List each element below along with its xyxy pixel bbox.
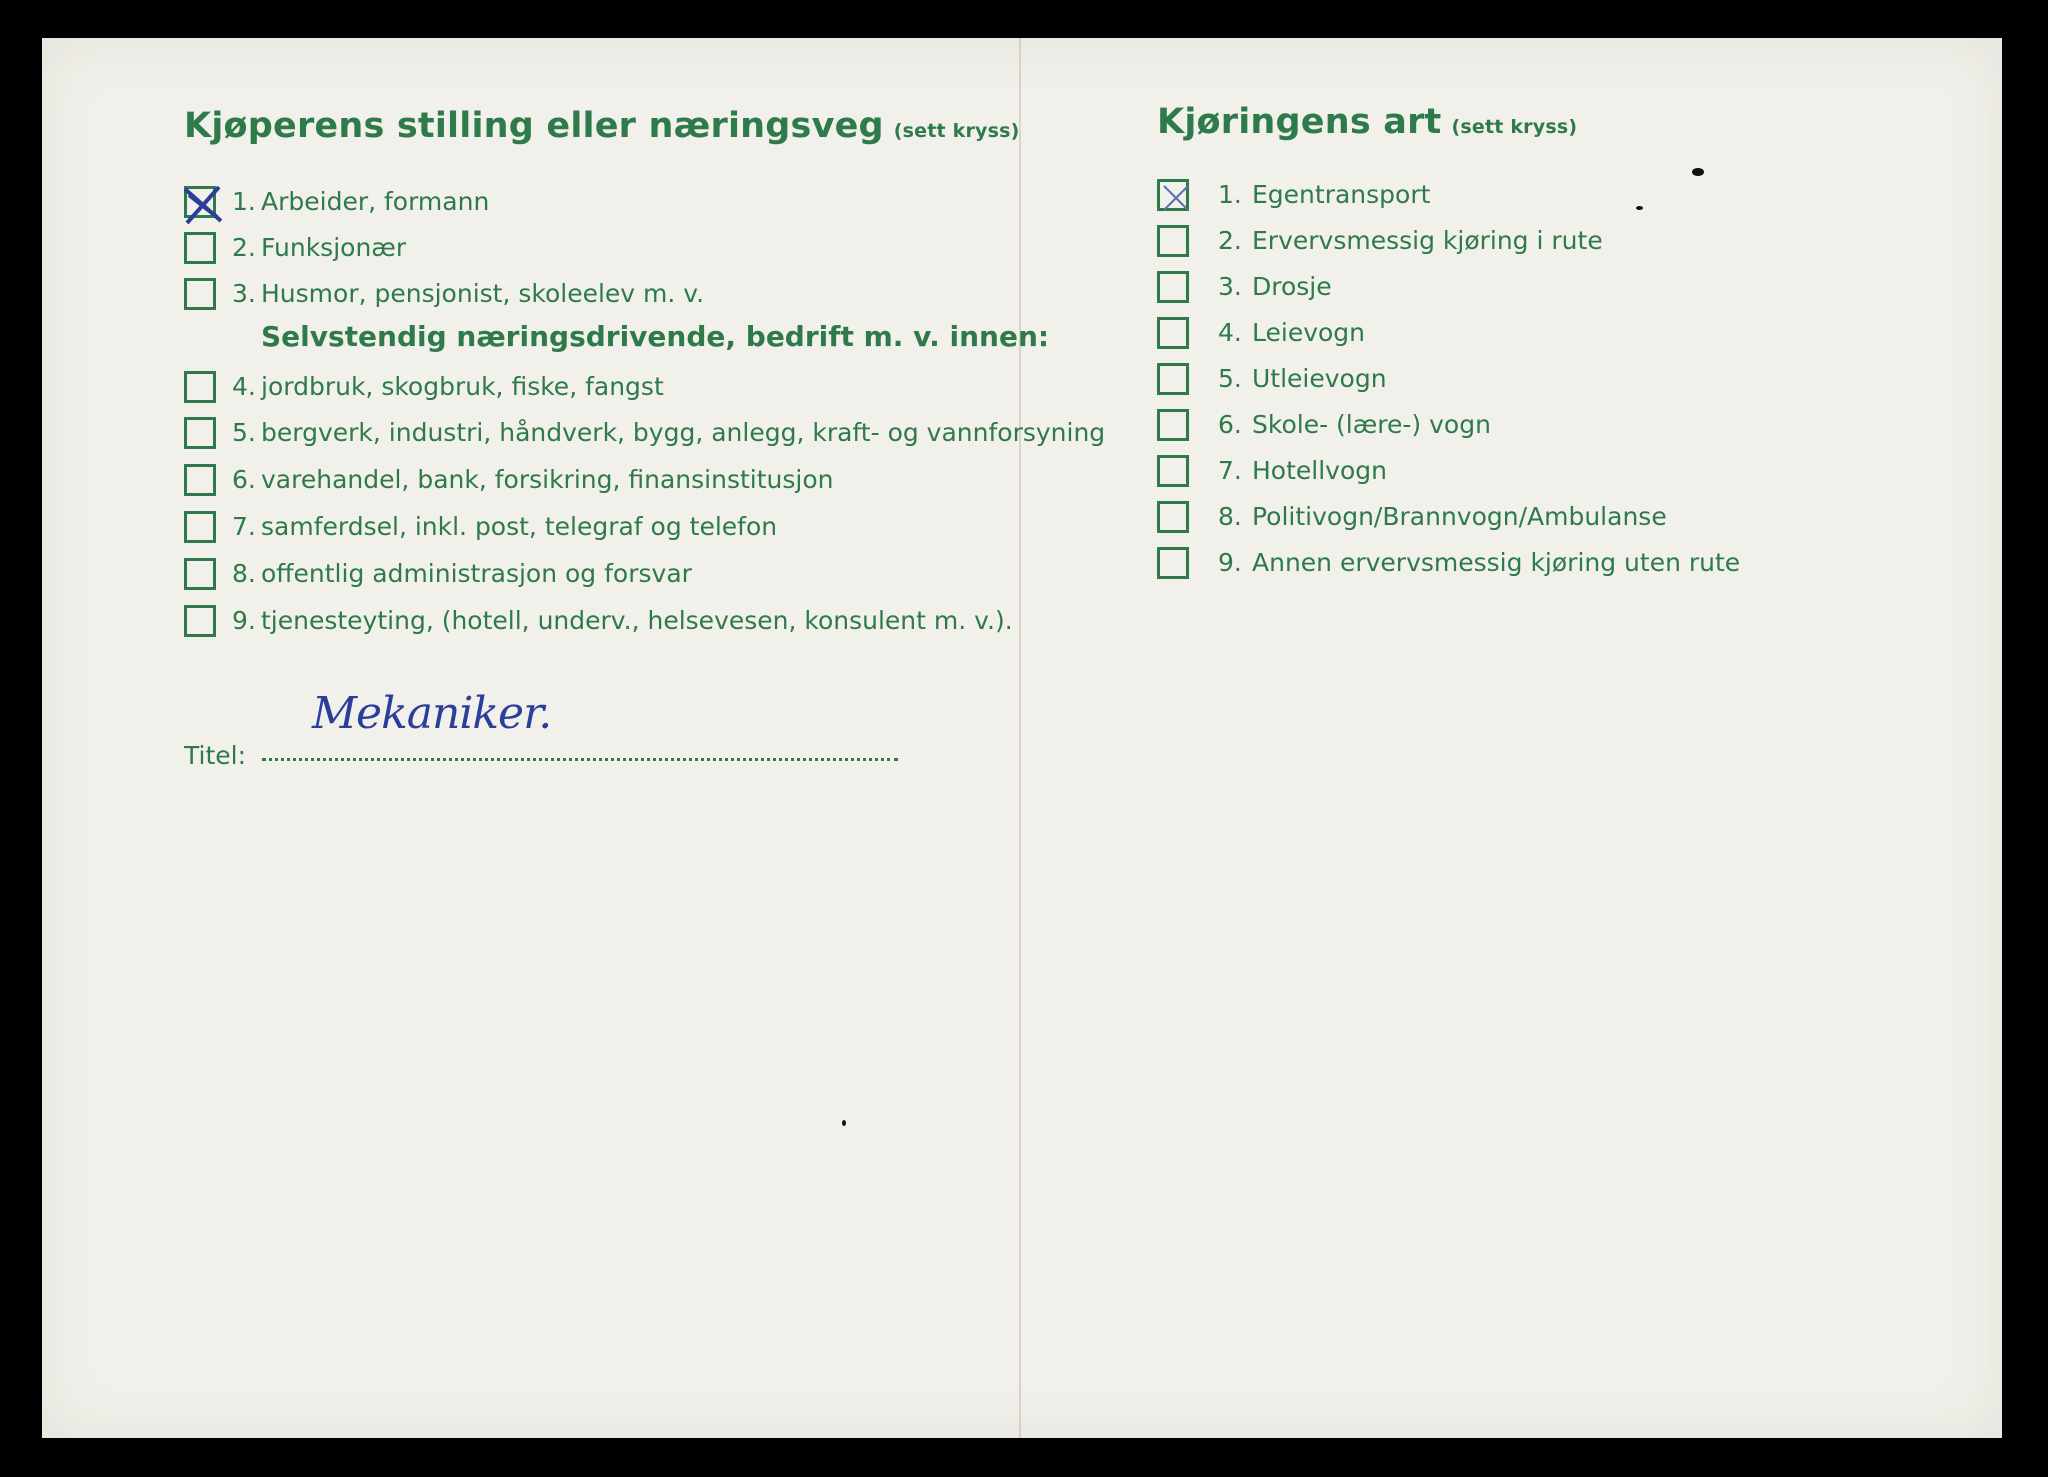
checkbox-9[interactable] [1157,547,1189,579]
ink-speck [1692,168,1704,176]
item-number: 9. [232,606,256,635]
item-number: 2. [1218,226,1242,255]
checkbox-8[interactable] [1157,501,1189,533]
checkbox-8[interactable] [184,558,216,590]
item-label: Funksjonær [261,233,407,262]
item-label: Husmor, pensjonist, skoleelev m. v. [261,279,705,308]
item-number: 4. [1218,318,1242,347]
checkbox-7[interactable] [184,511,216,543]
item-label: tjenesteyting, (hotell, underv., helsevesen, konsulent m. v.). [261,606,1013,635]
item-label: jordbruk, skogbruk, fiske, fangst [261,372,664,401]
item-number: 8. [1218,502,1242,531]
ink-speck [1636,206,1643,210]
item-number: 1. [1218,180,1242,209]
item-number: 6. [1218,410,1242,439]
self-employed-subheading: Selvstendig næringsdrivende, bedrift m. v. innen: [261,320,1050,353]
item-label: Ervervsmessig kjøring i rute [1252,226,1603,255]
driving-type-heading-note: (sett kryss) [1451,116,1578,138]
item-label: Politivogn/Brannvogn/Ambulanse [1252,502,1667,531]
item-label: Hotellvogn [1252,456,1387,485]
item-number: 1. [232,187,256,216]
item-number: 2. [232,233,256,262]
item-label: Utleievogn [1252,364,1387,393]
item-number: 8. [232,559,256,588]
checkbox-9[interactable] [184,605,216,637]
item-number: 7. [1218,456,1242,485]
checkbox-4[interactable] [184,371,216,403]
item-number: 7. [232,512,256,541]
checkbox-2[interactable] [1157,225,1189,257]
buyer-occupation-heading-text: Kjøperens stilling eller næringsveg [184,106,884,146]
checkbox-1[interactable] [184,186,216,218]
item-number: 5. [232,418,256,447]
checkbox-7[interactable] [1157,455,1189,487]
titel-handwritten-value: Mekaniker. [312,688,552,739]
item-number: 6. [232,465,256,494]
item-label: Arbeider, formann [261,187,490,216]
checkbox-6[interactable] [184,464,216,496]
titel-field[interactable] [262,758,898,761]
item-number: 4. [232,372,256,401]
item-label: samferdsel, inkl. post, telegraf og telefon [261,512,778,541]
checkbox-6[interactable] [1157,409,1189,441]
titel-label: Titel: [184,741,246,770]
ink-speck [842,1120,846,1126]
driving-type-heading-text: Kjøringens art [1157,102,1442,142]
item-label: bergverk, industri, håndverk, bygg, anlegg, kraft- og vannforsyning [261,418,1106,447]
checkbox-3[interactable] [1157,271,1189,303]
item-number: 3. [1218,272,1242,301]
item-number: 3. [232,279,256,308]
item-label: Leievogn [1252,318,1366,347]
item-label: Annen ervervsmessig kjøring uten rute [1252,548,1741,577]
cross-mark-icon [1154,176,1198,220]
checkbox-2[interactable] [184,232,216,264]
item-label: offentlig administrasjon og forsvar [261,559,692,588]
checkbox-5[interactable] [1157,363,1189,395]
buyer-occupation-heading [184,106,1020,146]
checkbox-4[interactable] [1157,317,1189,349]
buyer-occupation-heading-note: (sett kryss) [893,120,1020,142]
cross-mark-icon [181,183,225,227]
item-label: Drosje [1252,272,1332,301]
item-label: Skole- (lære-) vogn [1252,410,1491,439]
driving-type-heading [1157,102,1577,142]
item-label: varehandel, bank, forsikring, finansinstitusjon [261,465,834,494]
form-page [42,38,2002,1438]
fold-line [1019,38,1021,1438]
checkbox-3[interactable] [184,278,216,310]
checkbox-5[interactable] [184,417,216,449]
item-number: 5. [1218,364,1242,393]
item-number: 9. [1218,548,1242,577]
checkbox-egentransport[interactable] [1157,179,1189,211]
item-label: Egentransport [1252,180,1431,209]
